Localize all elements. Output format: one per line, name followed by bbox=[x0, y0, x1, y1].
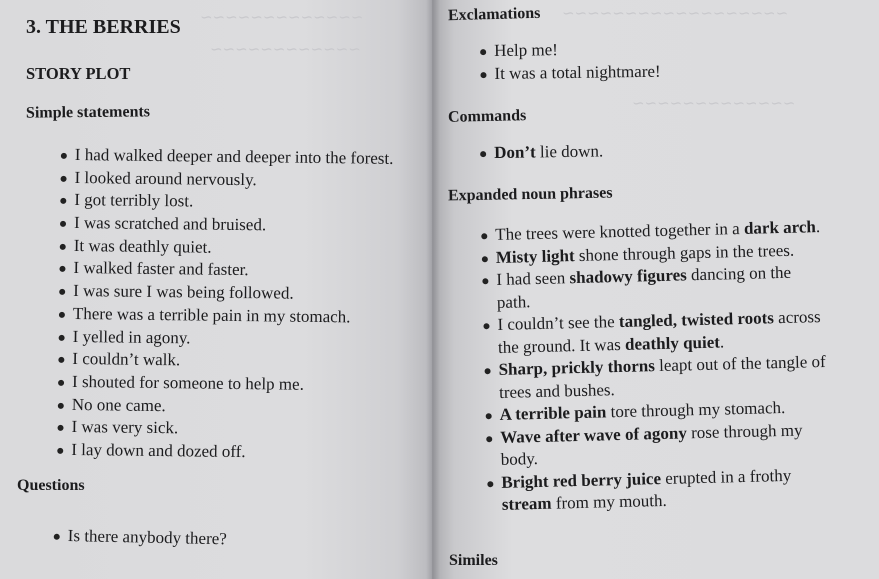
questions-heading: Questions bbox=[17, 477, 85, 494]
right-page bbox=[432, 0, 879, 579]
bold-text: stream bbox=[501, 493, 552, 514]
list-item: I looked around nervously. bbox=[74, 167, 393, 194]
plain-text: across the ground. It was bbox=[497, 307, 821, 357]
bold-text: A terrible pain bbox=[499, 402, 607, 424]
bold-text: Misty light bbox=[495, 245, 575, 267]
plain-text: from my mouth. bbox=[551, 490, 667, 513]
list-item: I was very sick. bbox=[71, 416, 390, 443]
list-item bbox=[501, 463, 832, 516]
show-through-text: ~~~~~~~~~~~~~ bbox=[632, 94, 796, 112]
plain-text: erupted in a frothy bbox=[660, 465, 792, 488]
list-item: I yelled in agony. bbox=[73, 325, 392, 352]
show-through-text: ~~~~~~~~~~~~~ bbox=[200, 8, 364, 26]
expanded-noun-phrases-heading: Expanded noun phrases bbox=[447, 184, 613, 205]
list-item: I couldn’t walk. bbox=[72, 348, 391, 375]
bold-text: dark arch bbox=[743, 217, 817, 238]
list-item: I walked faster and faster. bbox=[73, 257, 392, 284]
list-item: I was sure I was being followed. bbox=[73, 280, 392, 307]
plain-text: shone through gaps in the trees. bbox=[574, 240, 795, 265]
list-item bbox=[497, 306, 828, 359]
simple-statements-list bbox=[71, 144, 393, 465]
plain-text: tore through my stomach. bbox=[606, 397, 786, 422]
bold-text: Don’t bbox=[494, 142, 536, 162]
plain-text: I had seen bbox=[496, 268, 570, 289]
plain-text: I couldn’t see the bbox=[497, 312, 620, 334]
list-item: I got terribly lost. bbox=[74, 189, 393, 216]
list-item: Help me! bbox=[494, 35, 854, 63]
list-item: It was deathly quiet. bbox=[74, 235, 393, 262]
show-through-text: ~~~~~~~~~~~~ bbox=[210, 40, 361, 58]
plain-text: The trees were knotted together in a bbox=[495, 218, 745, 244]
similes-heading: Similes bbox=[449, 552, 498, 569]
chapter-title: 3. THE BERRIES bbox=[26, 16, 181, 38]
bold-text: deathly quiet bbox=[624, 332, 721, 354]
exclamations-list bbox=[494, 35, 855, 85]
simple-statements-heading: Simple statements bbox=[25, 103, 151, 122]
expanded-noun-phrases-list bbox=[495, 216, 832, 516]
list-item: I lay down and dozed off. bbox=[71, 439, 390, 466]
list-item bbox=[494, 137, 854, 165]
list-item: It was a total nightmare! bbox=[494, 57, 854, 85]
commands-list bbox=[494, 137, 854, 165]
bold-text: Wave after wave of agony bbox=[499, 422, 688, 447]
list-item bbox=[500, 418, 831, 471]
plain-text: rose through my body. bbox=[500, 420, 803, 469]
bold-text: Bright red berry juice bbox=[501, 468, 662, 492]
questions-list bbox=[68, 525, 228, 551]
section-title: STORY PLOT bbox=[26, 64, 131, 83]
plain-text: dancing on the path. bbox=[496, 262, 792, 312]
list-item bbox=[496, 261, 827, 314]
list-item: Is there anybody there? bbox=[68, 525, 228, 551]
plain-text: . bbox=[719, 331, 725, 352]
list-item bbox=[498, 351, 829, 404]
book-spine-shadow bbox=[426, 0, 440, 579]
plain-text: leapt out of the tangle of trees and bushes. bbox=[498, 351, 826, 402]
commands-heading: Commands bbox=[447, 107, 527, 126]
plain-text: . bbox=[815, 217, 821, 237]
exclamations-heading: Exclamations bbox=[447, 4, 541, 25]
list-item: No one came. bbox=[72, 394, 391, 421]
bold-text: tangled, twisted roots bbox=[618, 308, 775, 331]
list-item: I had walked deeper and deeper into the forest. bbox=[75, 144, 394, 171]
bold-text: Sharp, prickly thorns bbox=[498, 356, 656, 379]
list-item: I was scratched and bruised. bbox=[74, 212, 393, 239]
left-page bbox=[0, 0, 432, 579]
show-through-text: ~~~~~~~~~~~~~~~~~~ bbox=[562, 4, 789, 22]
bold-text: shadowy figures bbox=[569, 265, 687, 288]
list-item: There was a terrible pain in my stomach. bbox=[73, 303, 392, 330]
plain-text: lie down. bbox=[535, 141, 604, 162]
list-item: I shouted for someone to help me. bbox=[72, 371, 391, 398]
